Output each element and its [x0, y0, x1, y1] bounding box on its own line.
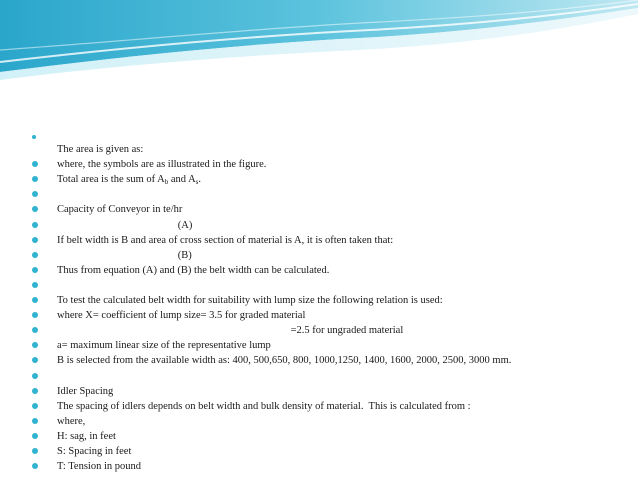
bullet-dot-icon — [32, 297, 38, 303]
bullet-dot-icon — [32, 161, 38, 167]
bullet-line — [30, 444, 630, 459]
bullet-line — [30, 323, 630, 338]
bullet-line — [30, 429, 630, 444]
bullet-text: where, — [57, 415, 86, 427]
bullet-text: T: Tension in pound — [57, 461, 142, 473]
bullet-line — [30, 202, 630, 217]
bullet-text: Capacity of Conveyor in te/hr — [57, 204, 183, 216]
bullet-dot-icon — [32, 327, 38, 333]
bullet-dot-icon — [32, 403, 38, 409]
bullet-line — [30, 278, 630, 293]
bullet-dot-icon — [32, 448, 38, 454]
bullet-dot-icon — [32, 222, 38, 228]
bullet-dot-icon — [32, 191, 38, 197]
bullet-line — [30, 384, 630, 399]
bullet-line — [30, 233, 630, 248]
bullet-dot-icon — [32, 388, 38, 394]
bullet-dot-icon — [32, 206, 38, 212]
bullet-line — [30, 399, 630, 414]
bullet-dot-icon — [32, 135, 36, 139]
bullet-text-end: . — [198, 174, 202, 186]
bullet-text: Idler Spacing — [57, 385, 114, 397]
bullet-text: The spacing of idlers depends on belt width and bulk density of material. This is calculated from : — [57, 400, 471, 412]
header-wave-decoration — [0, 0, 638, 80]
bullet-text: =2.5 for ungraded material — [57, 325, 404, 337]
bullet-dot-icon — [32, 252, 38, 258]
bullet-text: Total area is the sum of A — [57, 174, 165, 186]
bullet-line — [30, 127, 630, 142]
bullet-text: S: Spacing in feet — [57, 445, 132, 457]
bullet-line — [30, 263, 630, 278]
bullet-line — [30, 414, 630, 429]
bullet-line — [30, 142, 630, 157]
bullet-text-mid: and A — [168, 174, 196, 186]
bullet-text: (B) — [57, 249, 192, 261]
bullet-text: If belt width is B and area of cross section of material is A, it is often taken that: — [57, 234, 394, 246]
bullet-line — [30, 369, 630, 384]
bullet-text: To test the calculated belt width for suitability with lump size the following relation is used: — [57, 295, 443, 307]
bullet-line — [30, 157, 630, 172]
bullet-text: where, the symbols are as illustrated in the figure. — [57, 159, 267, 171]
bullet-dot-icon — [32, 357, 38, 363]
bullet-line — [30, 218, 630, 233]
subscript: s — [195, 178, 199, 187]
bullet-text: a= maximum linear size of the representative lump — [57, 340, 271, 352]
subscript: b — [164, 178, 169, 187]
bullet-dot-icon — [32, 418, 38, 424]
bullet-text: H: sag, in feet — [57, 430, 116, 442]
slide-body-bullets — [30, 127, 630, 474]
bullet-dot-icon — [32, 312, 38, 318]
bullet-dot-icon — [32, 237, 38, 243]
bullet-line — [30, 353, 630, 368]
bullet-line — [30, 187, 630, 202]
bullet-dot-icon — [32, 373, 38, 379]
bullet-line — [30, 248, 630, 263]
bullet-text: (A) — [57, 219, 193, 231]
bullet-dot-icon — [32, 267, 38, 273]
bullet-line — [30, 459, 630, 474]
bullet-dot-icon — [32, 433, 38, 439]
bullet-line — [30, 172, 630, 187]
bullet-dot-icon — [32, 342, 38, 348]
bullet-text: B is selected from the available width as: 400, 500,650, 800, 1000,1250, 1400, 1600, 2000, 2500, 3000 mm. — [57, 355, 512, 367]
bullet-dot-icon — [32, 176, 38, 182]
bullet-text: where X= coefficient of lump size= 3.5 for graded material — [57, 310, 306, 322]
bullet-line — [30, 293, 630, 308]
bullet-text: The area is given as: — [57, 144, 144, 156]
bullet-dot-icon — [32, 282, 38, 288]
bullet-line — [30, 308, 630, 323]
bullet-line — [30, 338, 630, 353]
bullet-dot-icon — [32, 463, 38, 469]
bullet-text: Thus from equation (A) and (B) the belt width can be calculated. — [57, 264, 330, 276]
